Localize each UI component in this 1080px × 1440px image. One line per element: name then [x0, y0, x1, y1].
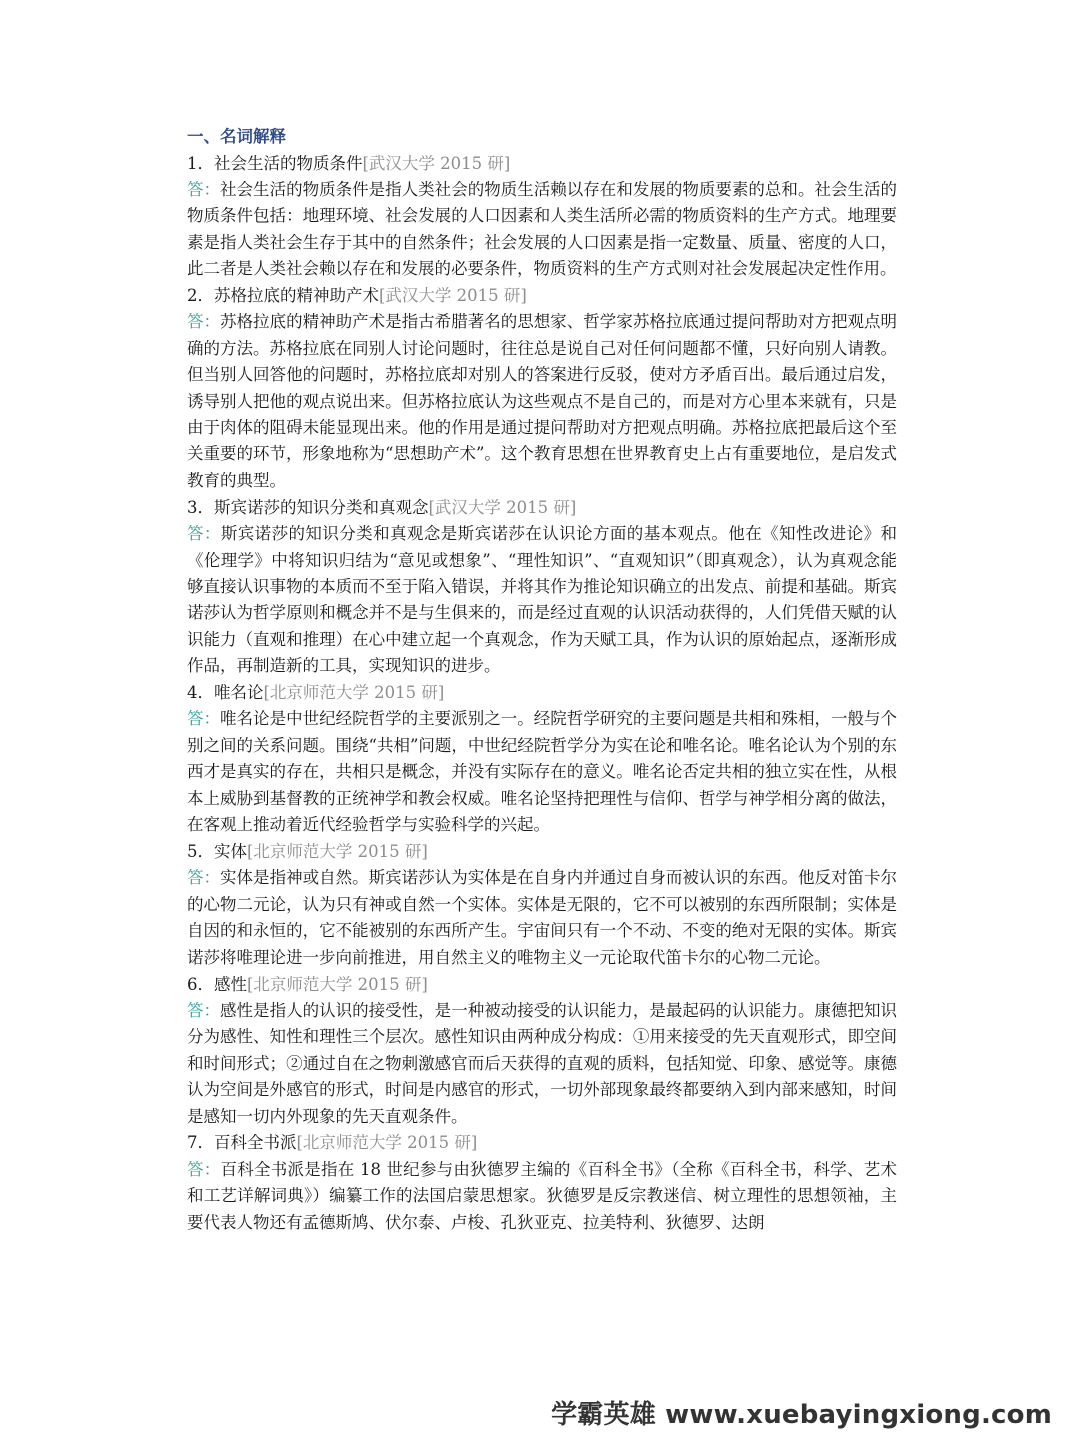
answer-lead: 答： — [187, 179, 221, 199]
entry-7 — [187, 1130, 897, 1236]
question-term: 唯名论 — [214, 683, 264, 703]
answer-text — [187, 1157, 897, 1236]
question-term: 社会生活的物质条件 — [214, 153, 363, 173]
question-heading — [187, 283, 897, 309]
question-number: 5． — [187, 842, 214, 861]
answer-body: 百科全书派是指在 18 世纪参与由狄德罗主编的《百科全书》（全称《百科全书，科学、艺术和工艺详解词典》）编纂工作的法国启蒙思想家。狄德罗是反宗教迷信、树立理性的思想领袖，主要代表人物还有孟德斯鸠、伏尔泰、卢梭、孔狄亚克、拉美特利、狄德罗、达朗 — [187, 1159, 897, 1232]
question-heading — [187, 839, 897, 865]
entry-4 — [187, 680, 897, 838]
entry-6 — [187, 972, 897, 1130]
answer-body: 感性是指人的认识的接受性，是一种被动接受的认识能力，是最起码的认识能力。康德把知识分为感性、知性和理性三个层次。感性知识由两种成分构成：①用来接受的先天直观形式，即空间和时间形式；②通过自在之物刺激感官而后天获得的直观的质料，包括知觉、印象、感觉等。康德认为空间是外感官的形式，时间是内感官的形式，一切外部现象最终都要纳入到内部来感知，时间是感知一切内外现象的先天直观条件。 — [187, 1000, 898, 1126]
answer-body: 苏格拉底的精神助产术是指古希腊著名的思想家、哲学家苏格拉底通过提问帮助对方把观点明确的方法。苏格拉底在同别人讨论问题时，往往总是说自己对任何问题都不懂，只好向别人请教。但当别人回答他的问题时，苏格拉底却对别人的答案进行反驳，使对方矛盾百出。最后通过启发，诱导别人把他的观点说出来。但苏格拉底认为这些观点不是自己的，而是对方心里本来就有，只是由于肉体的阻碍未能显现出来。他的作用是通过提问帮助对方把观点明确。苏格拉底把最后这个至关重要的环节，形象地称为“思想助产术”。这个教育思想在世界教育史上占有重要地位，是启发式教育的典型。 — [187, 312, 898, 490]
answer-text — [187, 998, 897, 1130]
question-term: 实体 — [214, 842, 247, 861]
question-term: 百科全书派 — [214, 1133, 297, 1153]
question-term: 斯宾诺莎的知识分类和真观念 — [214, 497, 429, 517]
question-number: 3． — [187, 497, 214, 517]
question-source: [北京师范大学 2015 研] — [296, 1133, 478, 1153]
document-content — [187, 124, 897, 1236]
entry-5 — [187, 839, 897, 971]
question-source: [武汉大学 2015 研] — [379, 286, 527, 306]
question-term: 感性 — [214, 974, 247, 994]
question-source: [武汉大学 2015 研] — [362, 153, 511, 173]
answer-text — [187, 177, 897, 283]
answer-lead: 答： — [187, 524, 221, 544]
question-heading — [187, 151, 897, 177]
entry-2 — [187, 283, 897, 494]
entry-1 — [187, 151, 897, 283]
question-number: 2． — [187, 286, 214, 306]
question-source: [北京师范大学 2015 研] — [263, 683, 445, 703]
answer-lead: 答： — [187, 312, 221, 332]
question-source: [北京师范大学 2015 研] — [247, 842, 428, 861]
question-heading — [187, 972, 897, 998]
answer-lead: 答： — [187, 1000, 221, 1020]
answer-text — [187, 706, 897, 838]
answer-body: 社会生活的物质条件是指人类社会的物质生活赖以存在和发展的物质要素的总和。社会生活的物质条件包括：地理环境、社会发展的人口因素和人类生活所必需的物质资料的生产方式。地理要素是指人类社会生存于其中的自然条件；社会发展的人口因素是指一定数量、质量、密度的人口，此二者是人类社会赖以存在和发展的必要条件，物质资料的生产方式则对社会发展起决定性作用。 — [187, 179, 898, 279]
question-heading — [187, 495, 897, 521]
answer-lead: 答： — [187, 709, 221, 729]
question-heading — [187, 680, 897, 706]
question-number: 6． — [187, 974, 214, 994]
footer-watermark: 学霸英雄 www.xuebayingxiong.com — [551, 1400, 1052, 1430]
answer-lead: 答： — [187, 1159, 221, 1179]
question-source: [武汉大学 2015 研] — [428, 497, 577, 517]
answer-body: 唯名论是中世纪经院哲学的主要派别之一。经院哲学研究的主要问题是共相和殊相，一般与个别之间的关系问题。围绕“共相”问题，中世纪经院哲学分为实在论和唯名论。唯名论认为个别的东西才是真实的存在，共相只是概念，并没有实际存在的意义。唯名论否定共相的独立实在性，从根本上威胁到基督教的正统神学和教会权威。唯名论坚持把理性与信仰、哲学与神学相分离的做法，在客观上推动着近代经验哲学与实验科学的兴起。 — [187, 709, 898, 835]
answer-body: 斯宾诺莎的知识分类和真观念是斯宾诺莎在认识论方面的基本观点。他在《知性改进论》和《伦理学》中将知识归结为“意见或想象”、“理性知识”、“直观知识”（即真观念），认为真观念能够直接认识事物的本质而不至于陷入错误，并将其作为推论知识确立的出发点、前提和基础。斯宾诺莎认为哲学原则和概念并不是与生俱来的，而是经过直观的认识活动获得的，人们凭借天赋的认识能力（直观和推理）在心中建立起一个真观念，作为天赋工具，作为认识的原始起点，逐渐形成作品，再制造新的工具，实现知识的进步。 — [187, 524, 898, 676]
question-number: 7． — [187, 1133, 214, 1153]
question-number: 1． — [187, 153, 214, 173]
answer-text — [187, 521, 897, 679]
entry-3 — [187, 495, 897, 680]
answer-text — [187, 309, 897, 494]
answer-body: 实体是指神或自然。斯宾诺莎认为实体是在自身内并通过自身而被认识的东西。他反对笛卡尔的心物二元论，认为只有神或自然一个实体。实体是无限的，它不可以被别的东西所限制；实体是自因的和永恒的，它不能被别的东西所产生。宇宙间只有一个不动、不变的绝对无限的实体。斯宾诺莎将唯理论进一步向前推进，用自然主义的唯物主义一元论取代笛卡尔的心物二元论。 — [187, 868, 898, 967]
answer-lead: 答： — [187, 868, 221, 888]
question-source: [北京师范大学 2015 研] — [247, 974, 428, 994]
section-title: 一、名词解释 — [187, 127, 286, 146]
question-heading — [187, 1130, 897, 1156]
question-term: 苏格拉底的精神助产术 — [214, 286, 379, 306]
question-number: 4． — [187, 683, 214, 703]
answer-text — [187, 865, 897, 971]
